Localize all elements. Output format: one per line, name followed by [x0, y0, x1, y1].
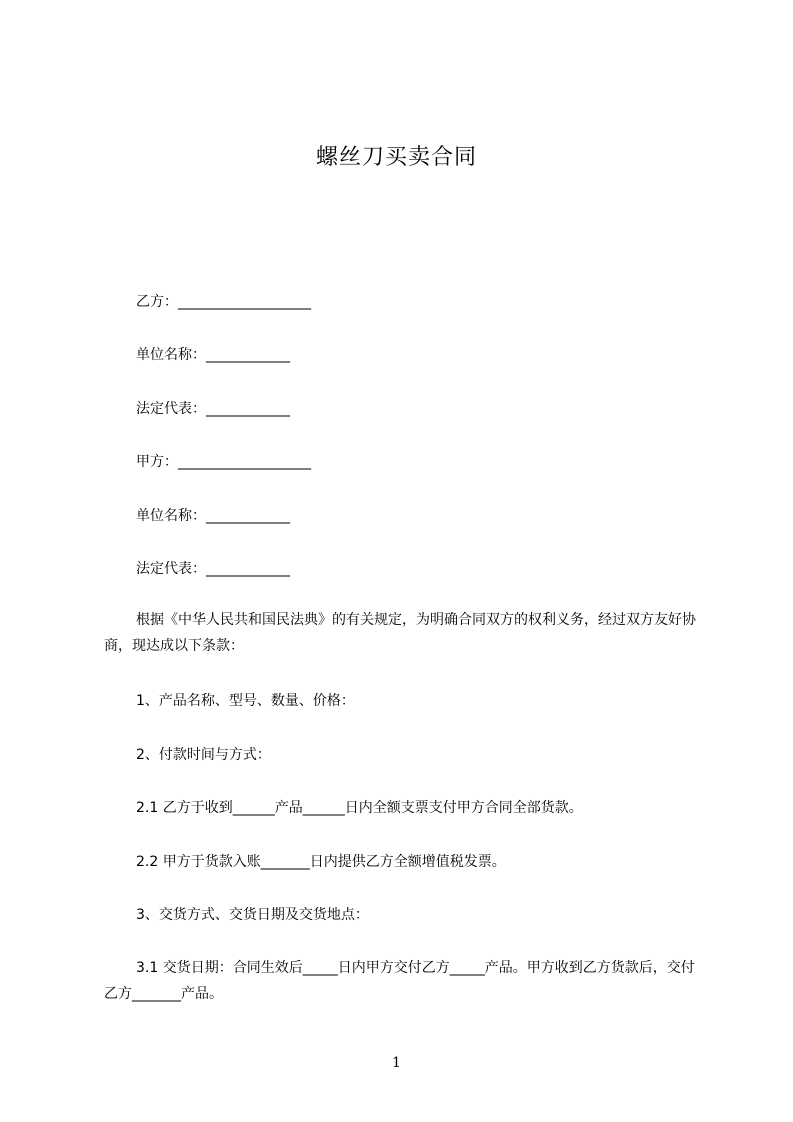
clause-3-heading: 3、交货方式、交货日期及交货地点：: [136, 907, 369, 923]
clause-2-heading: 2、付款时间与方式：: [136, 747, 271, 763]
party-a-line: 甲方：___________________: [136, 454, 311, 470]
clause-2-1-text: 2.1 乙方于收到______产品______日内全额支票支付甲方合同全部货款。: [136, 800, 583, 816]
clause-1-heading: 1、产品名称、型号、数量、价格：: [136, 693, 355, 709]
clause-3-1-text: 3.1 交货日期：合同生效后_____日内甲方交付乙方_____产品。甲方收到乙方货款后，交付乙方_______产品。: [104, 960, 695, 1002]
party-b-unit-name-line: 单位名称：____________: [136, 347, 290, 363]
document-title: 螺丝刀买卖合同: [315, 145, 477, 170]
clause-3-1-paragraph: [104, 955, 704, 1007]
page-number: 1: [392, 1055, 401, 1071]
preamble-paragraph: [104, 607, 704, 659]
clause-2-2-text: 2.2 甲方于货款入账_______日内提供乙方全额增值税发票。: [136, 854, 506, 870]
party-b-legal-rep-line: 法定代表：____________: [136, 401, 290, 417]
party-b-line: 乙方：___________________: [136, 294, 311, 310]
party-a-legal-rep-line: 法定代表：____________: [136, 561, 290, 577]
preamble-text: 根据《中华人民共和国民法典》的有关规定，为明确合同双方的权利义务，经过双方友好协商，现达成以下条款：: [104, 612, 696, 654]
party-a-unit-name-line: 单位名称：____________: [136, 508, 290, 524]
